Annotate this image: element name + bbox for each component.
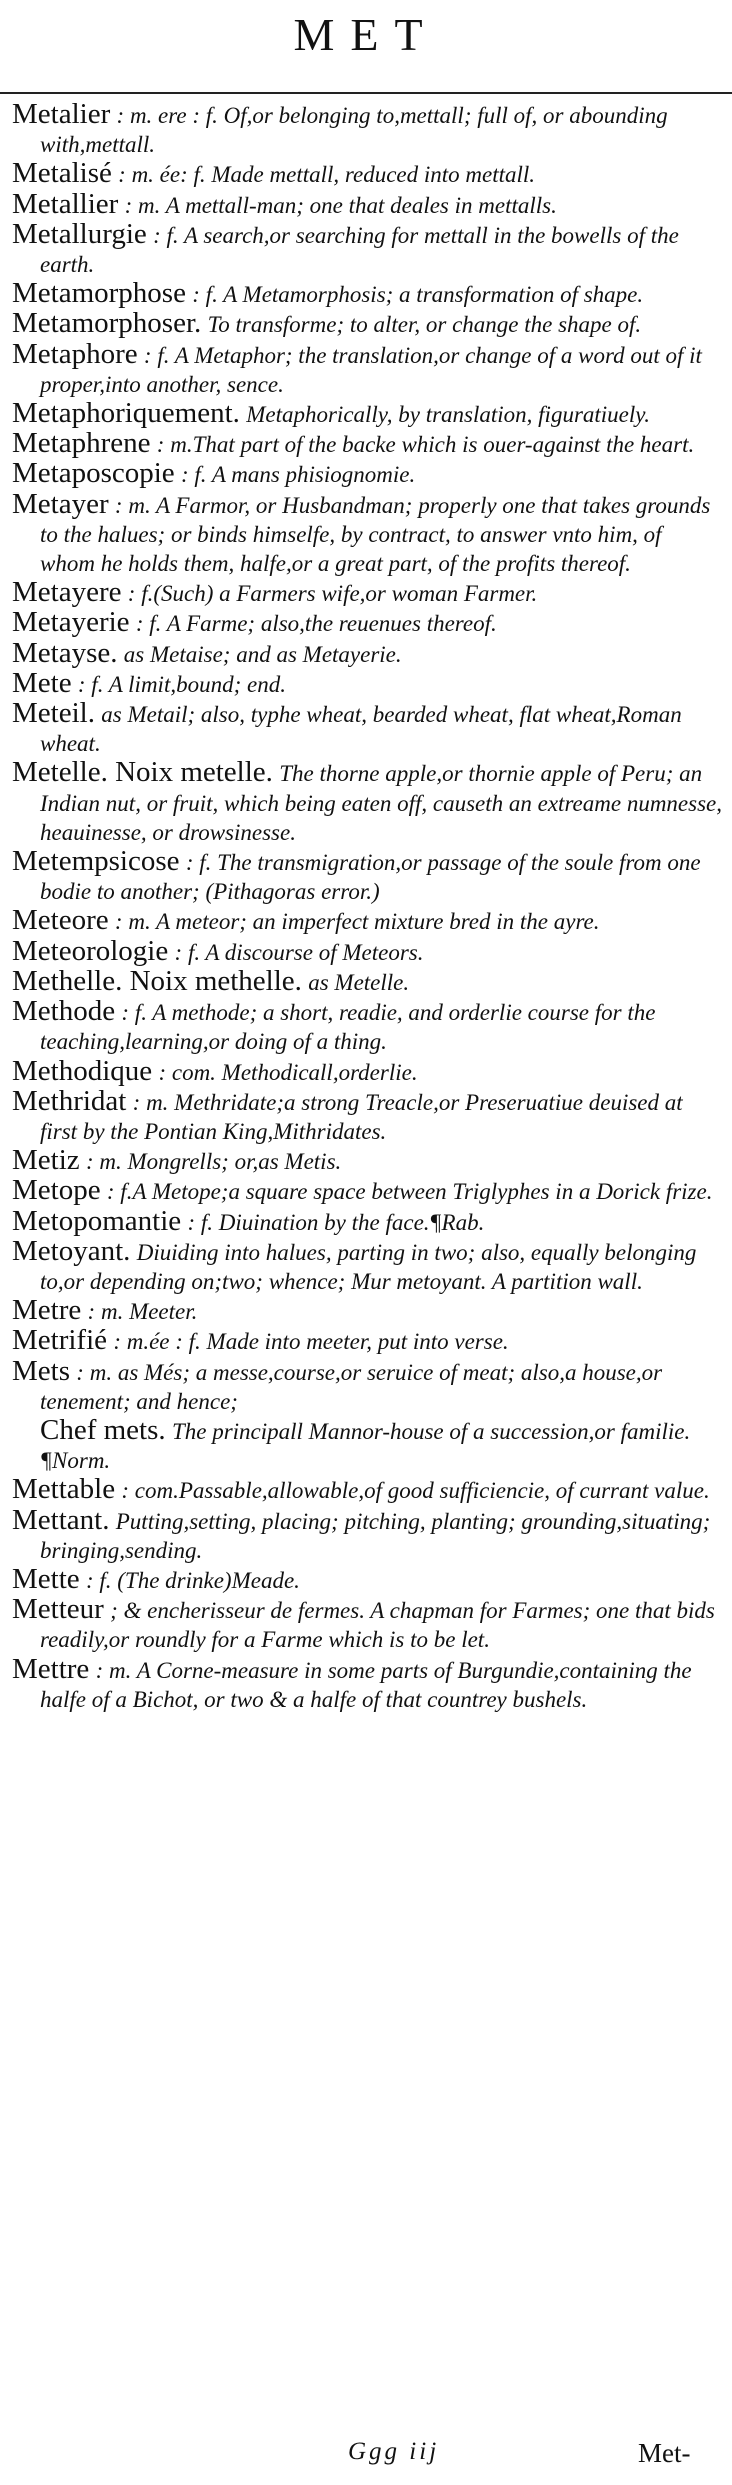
headword: Metallurgie bbox=[12, 217, 147, 250]
definition: : com.Passable,allowable,of good sufficiencie, of currant value. bbox=[121, 1478, 710, 1504]
headword: Metayer bbox=[12, 487, 109, 520]
headword: Metoyant. bbox=[12, 1234, 131, 1267]
headword: Metamorphoser. bbox=[12, 307, 202, 340]
headword: Mettable bbox=[12, 1473, 116, 1506]
dictionary-entry bbox=[12, 1296, 722, 1326]
definition: Metaphorically, by translation, figuratiuely. bbox=[246, 402, 650, 428]
headword: Metamorphose bbox=[12, 277, 186, 310]
definition: : f. A methode; a short, readie, and orderlie course for the teaching,learning,or doing of a thing. bbox=[40, 1000, 656, 1055]
dictionary-entry bbox=[12, 1413, 722, 1475]
dictionary-entry bbox=[12, 399, 722, 429]
dictionary-entry bbox=[12, 487, 722, 579]
dictionary-entry bbox=[12, 636, 722, 669]
dictionary-entry bbox=[12, 578, 722, 608]
dictionary-entry bbox=[12, 100, 722, 159]
dictionary-entry bbox=[12, 459, 722, 489]
definition: : m. as Més; a messe,course,or seruice of meat; also,a house,or tenement; and hence; bbox=[40, 1359, 663, 1414]
dictionary-entry bbox=[12, 1562, 722, 1595]
definition: The principall Mannor-house of a succession,or familie. ¶Norm. bbox=[40, 1418, 691, 1474]
headword: Metopomantie bbox=[12, 1204, 182, 1237]
dictionary-entry bbox=[12, 1652, 722, 1714]
headword: Metempsicose bbox=[12, 845, 180, 878]
definition: : f. The transmigration,or passage of the soule from one bodie to another; (Pithagoras error.) bbox=[40, 850, 701, 905]
dictionary-entry bbox=[12, 934, 722, 967]
definition: : f. A Farme; also,the reuenues thereof. bbox=[135, 611, 497, 637]
definition: : m. A meteor; an imperfect mixture bred in the ayre. bbox=[114, 909, 600, 935]
definition: : m. A Corne-measure in some parts of Burgundie,containing the halfe of a Bichot, or two & a halfe of that countrey bushels. bbox=[40, 1657, 692, 1712]
dictionary-entry bbox=[12, 309, 722, 339]
entry-list bbox=[12, 100, 722, 1714]
dictionary-entry bbox=[12, 997, 722, 1056]
definition: To transforme; to alter, or change the shape of. bbox=[207, 312, 642, 338]
headword: Metallier bbox=[12, 187, 119, 220]
definition: : f. A Metaphor; the translation,or change of a word out of it proper,into another, sence. bbox=[40, 342, 702, 397]
headword: Metope bbox=[12, 1174, 101, 1207]
definition: Diuiding into halues, parting in two; also, equally belonging to,or depending on;two; whence; Mur metoyant. A partition wall. bbox=[40, 1239, 697, 1294]
dictionary-entry bbox=[12, 1204, 722, 1237]
definition: : f. A Metamorphosis; a transformation of shape. bbox=[192, 282, 644, 308]
headword: Methelle. Noix methelle. bbox=[12, 964, 302, 997]
definition: : m.That part of the backe which is ouer-against the heart. bbox=[156, 432, 695, 458]
headword: Metayere bbox=[12, 576, 122, 609]
header-rule bbox=[0, 92, 732, 94]
dictionary-entry bbox=[12, 666, 722, 699]
dictionary-entry bbox=[12, 1475, 722, 1505]
definition: : m. A Farmor, or Husbandman; properly one that takes grounds to the halues; or binds himselfe, by contract, to answer vnto him, of whom he holds them, halfe,or a great part, of the profits thereof. bbox=[40, 492, 711, 577]
headword: Metaphrene bbox=[12, 427, 151, 460]
definition: : m. ée: f. Made mettall, reduced into mettall. bbox=[118, 162, 536, 188]
page-header: MET bbox=[293, 9, 439, 60]
definition: : f. A discourse of Meteors. bbox=[174, 939, 424, 965]
definition: : f. A search,or searching for mettall in the bowells of the earth. bbox=[40, 222, 679, 278]
dictionary-entry bbox=[12, 1595, 722, 1654]
headword: Metelle. Noix metelle. bbox=[12, 756, 273, 789]
definition: : f. A limit,bound; end. bbox=[77, 671, 286, 697]
headword: Metaposcopie bbox=[12, 457, 175, 490]
catchword: Met- bbox=[638, 2438, 691, 2468]
definition: : m.ée : f. Made into meeter, put into verse. bbox=[113, 1329, 509, 1355]
headword: Meteore bbox=[12, 904, 109, 937]
headword: Methodique bbox=[12, 1054, 153, 1087]
headword: Mets bbox=[12, 1354, 70, 1387]
dictionary-entry bbox=[12, 1326, 722, 1356]
definition: : com. Methodicall,orderlie. bbox=[158, 1059, 418, 1085]
dictionary-entry bbox=[12, 187, 722, 220]
dictionary-entry bbox=[12, 1234, 722, 1296]
dictionary-entry bbox=[12, 217, 722, 279]
definition: Putting,setting, placing; pitching, planting; grounding,situating; bringing,sending. bbox=[40, 1508, 711, 1563]
dictionary-entry bbox=[12, 337, 722, 399]
dictionary-entry bbox=[12, 1146, 722, 1176]
dictionary-entry bbox=[12, 608, 722, 638]
headword: Metaphore bbox=[12, 337, 138, 370]
dictionary-entry bbox=[12, 847, 722, 906]
headword: Mete bbox=[12, 666, 72, 699]
dictionary-entry bbox=[12, 1503, 722, 1565]
dictionary-entry bbox=[12, 1176, 722, 1206]
definition: : f. Diuination by the face.¶Rab. bbox=[187, 1209, 485, 1235]
definition: : m. ere : f. Of,or belonging to,mettall; full of, or abounding with,mettall. bbox=[40, 103, 668, 158]
definition: : m. Methridate;a strong Treacle,or Preseruatiue deuised at first by the Pontian King,Mithridates. bbox=[40, 1089, 683, 1144]
definition: : f. A mans phisiognomie. bbox=[180, 462, 416, 488]
headword: Meteorologie bbox=[12, 934, 169, 967]
headword: Metaphoriquement. bbox=[12, 397, 240, 430]
dictionary-entry bbox=[12, 1054, 722, 1087]
signature-mark: Ggg iij bbox=[348, 2438, 440, 2465]
dictionary-entry bbox=[12, 758, 722, 847]
definition: ; & encherisseur de fermes. A chapman for Farmes; one that bids readily,or roundly for a Farme which is to be let. bbox=[40, 1598, 715, 1653]
dictionary-entry bbox=[12, 159, 722, 189]
headword: Mette bbox=[12, 1562, 80, 1595]
definition: as Metelle. bbox=[308, 969, 410, 995]
page-footer bbox=[0, 2438, 732, 2478]
headword: Metteur bbox=[12, 1593, 104, 1626]
dictionary-entry bbox=[12, 964, 722, 997]
dictionary-entry bbox=[12, 699, 722, 758]
headword: Meteil. bbox=[12, 697, 95, 730]
definition: : f.A Metope;a square space between Triglyphes in a Dorick frize. bbox=[106, 1179, 713, 1205]
definition: : f.(Such) a Farmers wife,or woman Farmer. bbox=[127, 581, 538, 607]
headword: Methridat bbox=[12, 1084, 127, 1117]
headword: Metayerie bbox=[12, 606, 130, 639]
definition: : m. Meeter. bbox=[87, 1299, 198, 1325]
headword: Metrifié bbox=[12, 1324, 108, 1357]
headword: Chef mets. bbox=[40, 1413, 166, 1446]
dictionary-entry bbox=[12, 429, 722, 459]
headword: Mettant. bbox=[12, 1503, 110, 1536]
headword: Methode bbox=[12, 995, 116, 1028]
headword: Metalier bbox=[12, 98, 111, 130]
headword: Metiz bbox=[12, 1144, 80, 1177]
definition: : m. A mettall-man; one that deales in mettalls. bbox=[124, 192, 557, 218]
dictionary-entry bbox=[12, 906, 722, 936]
definition: : m. Mongrells; or,as Metis. bbox=[85, 1149, 342, 1175]
definition: as Metail; also, typhe wheat, bearded wheat, flat wheat,Roman wheat. bbox=[40, 702, 682, 757]
dictionary-entry bbox=[12, 1084, 722, 1146]
definition: : f. (The drinke)Meade. bbox=[85, 1567, 300, 1593]
headword: Metayse. bbox=[12, 636, 118, 669]
headword: Metalisé bbox=[12, 157, 112, 190]
headword: Mettre bbox=[12, 1652, 90, 1685]
dictionary-entry bbox=[12, 1354, 722, 1416]
headword: Metre bbox=[12, 1294, 82, 1327]
dictionary-entry bbox=[12, 279, 722, 309]
definition: The thorne apple,or thornie apple of Peru; an Indian nut, or fruit, which being eaten off, causeth an extreame numnesse, heauinesse, or drowsinesse. bbox=[40, 761, 723, 845]
definition: as Metaise; and as Metayerie. bbox=[123, 641, 402, 667]
